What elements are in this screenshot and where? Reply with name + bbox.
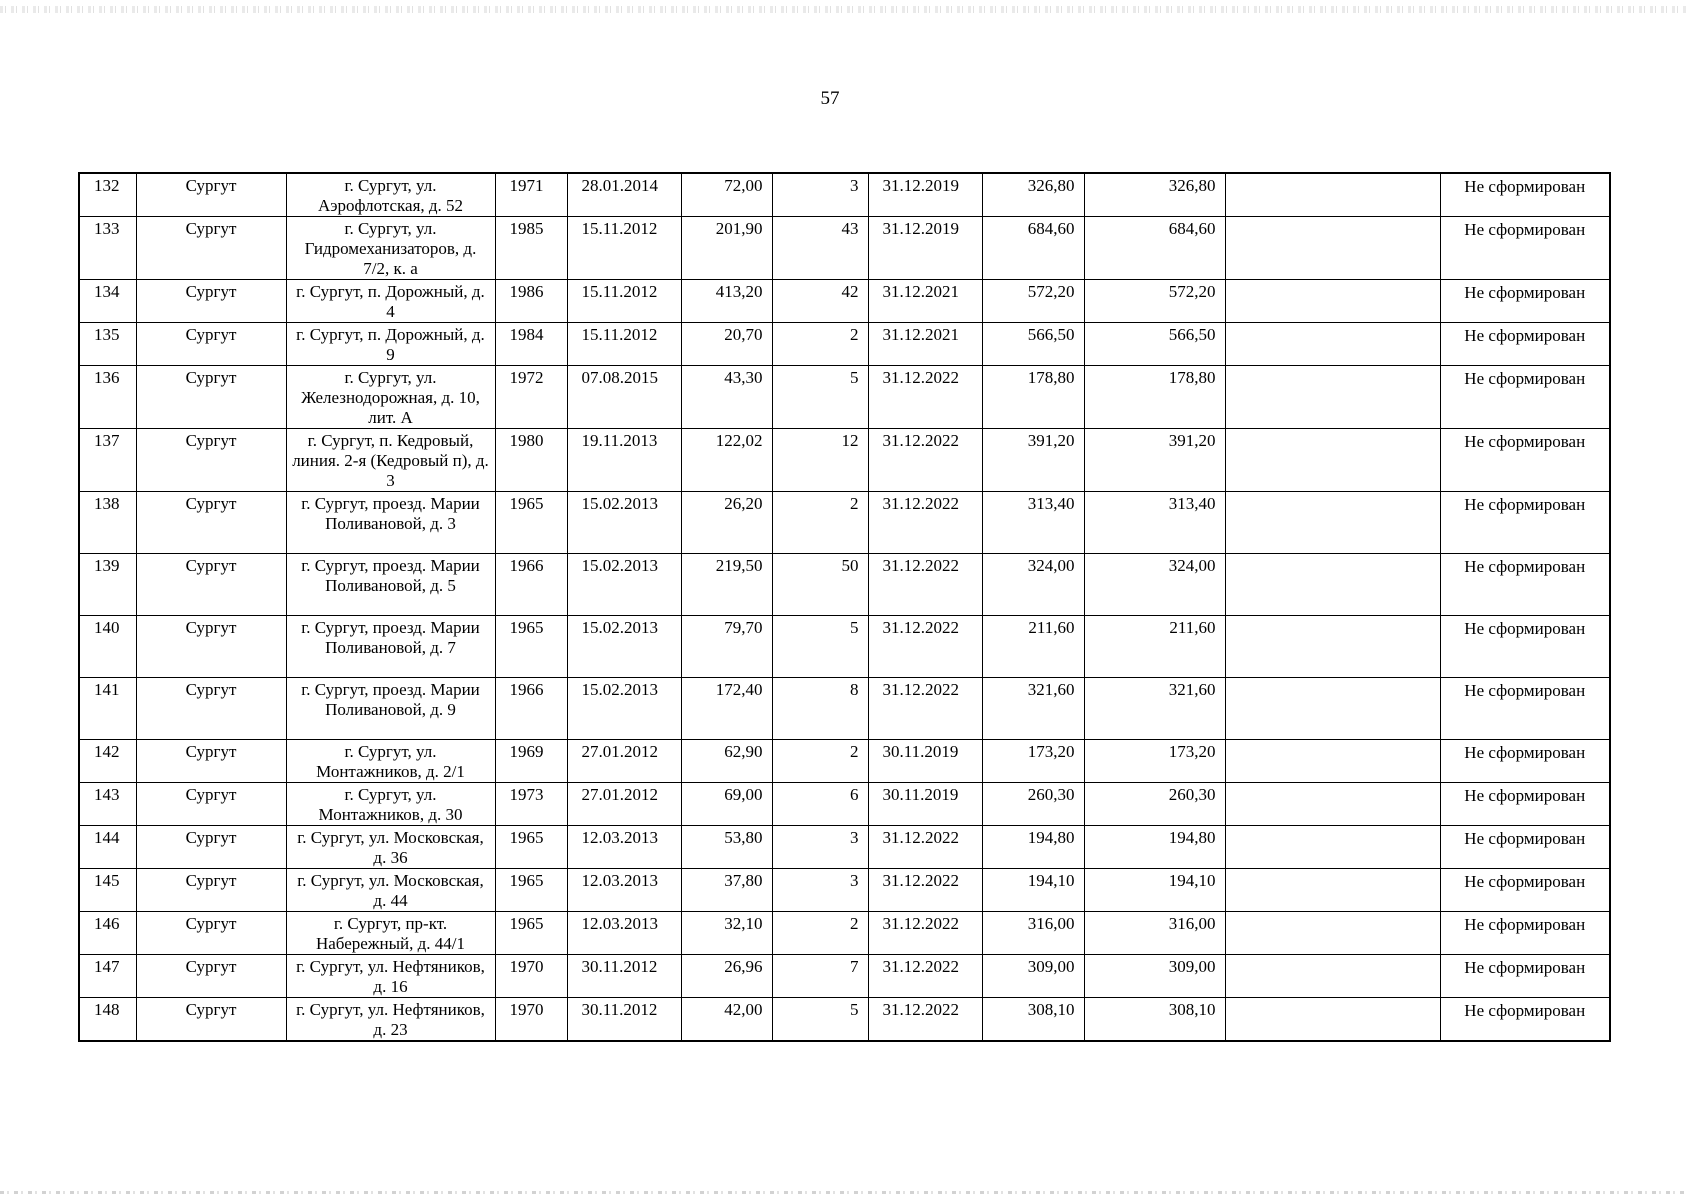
value-1-cell: 26,96 <box>681 955 772 998</box>
deadline-date-cell: 31.12.2022 <box>868 616 982 678</box>
deadline-date-cell: 31.12.2022 <box>868 429 982 492</box>
date-cell: 15.02.2013 <box>567 616 681 678</box>
date-cell: 15.02.2013 <box>567 554 681 616</box>
empty-cell <box>1225 323 1440 366</box>
table-row <box>79 554 1610 616</box>
value-3-cell: 316,00 <box>982 912 1084 955</box>
table-row <box>79 678 1610 740</box>
year-cell: 1965 <box>495 912 567 955</box>
value-1-cell: 20,70 <box>681 323 772 366</box>
status-cell: Не сформирован <box>1440 678 1610 740</box>
value-1-cell: 53,80 <box>681 826 772 869</box>
year-cell: 1966 <box>495 554 567 616</box>
status-cell: Не сформирован <box>1440 955 1610 998</box>
value-2-cell: 5 <box>772 998 868 1042</box>
city-cell: Сургут <box>136 826 286 869</box>
empty-cell <box>1225 280 1440 323</box>
empty-cell <box>1225 955 1440 998</box>
row-number-cell: 147 <box>79 955 136 998</box>
value-2-cell: 2 <box>772 492 868 554</box>
deadline-date-cell: 31.12.2021 <box>868 323 982 366</box>
year-cell: 1973 <box>495 783 567 826</box>
deadline-date-cell: 30.11.2019 <box>868 783 982 826</box>
value-1-cell: 42,00 <box>681 998 772 1042</box>
date-cell: 12.03.2013 <box>567 912 681 955</box>
date-cell: 28.01.2014 <box>567 173 681 217</box>
address-cell: г. Сургут, ул. Московская, д. 36 <box>286 826 495 869</box>
status-cell: Не сформирован <box>1440 616 1610 678</box>
value-4-cell: 211,60 <box>1084 616 1225 678</box>
year-cell: 1965 <box>495 826 567 869</box>
city-cell: Сургут <box>136 678 286 740</box>
date-cell: 27.01.2012 <box>567 740 681 783</box>
row-number-cell: 137 <box>79 429 136 492</box>
city-cell: Сургут <box>136 955 286 998</box>
deadline-date-cell: 31.12.2022 <box>868 998 982 1042</box>
year-cell: 1966 <box>495 678 567 740</box>
value-4-cell: 321,60 <box>1084 678 1225 740</box>
deadline-date-cell: 31.12.2022 <box>868 826 982 869</box>
year-cell: 1970 <box>495 998 567 1042</box>
deadline-date-cell: 31.12.2022 <box>868 955 982 998</box>
deadline-date-cell: 31.12.2019 <box>868 217 982 280</box>
value-2-cell: 2 <box>772 323 868 366</box>
deadline-date-cell: 31.12.2022 <box>868 554 982 616</box>
status-cell: Не сформирован <box>1440 429 1610 492</box>
address-cell: г. Сургут, проезд. Марии Поливановой, д. 3 <box>286 492 495 554</box>
status-cell: Не сформирован <box>1440 280 1610 323</box>
table-row <box>79 323 1610 366</box>
deadline-date-cell: 31.12.2022 <box>868 492 982 554</box>
value-4-cell: 260,30 <box>1084 783 1225 826</box>
city-cell: Сургут <box>136 912 286 955</box>
deadline-date-cell: 31.12.2022 <box>868 678 982 740</box>
value-3-cell: 178,80 <box>982 366 1084 429</box>
value-3-cell: 313,40 <box>982 492 1084 554</box>
status-cell: Не сформирован <box>1440 998 1610 1042</box>
deadline-date-cell: 31.12.2022 <box>868 366 982 429</box>
housing-table <box>78 172 1611 1042</box>
city-cell: Сургут <box>136 173 286 217</box>
value-4-cell: 178,80 <box>1084 366 1225 429</box>
empty-cell <box>1225 783 1440 826</box>
city-cell: Сургут <box>136 366 286 429</box>
value-4-cell: 194,80 <box>1084 826 1225 869</box>
address-cell: г. Сургут, ул. Гидромеханизаторов, д. 7/2, к. а <box>286 217 495 280</box>
empty-cell <box>1225 616 1440 678</box>
value-1-cell: 72,00 <box>681 173 772 217</box>
value-2-cell: 5 <box>772 366 868 429</box>
deadline-date-cell: 31.12.2019 <box>868 173 982 217</box>
year-cell: 1971 <box>495 173 567 217</box>
value-2-cell: 8 <box>772 678 868 740</box>
date-cell: 19.11.2013 <box>567 429 681 492</box>
year-cell: 1965 <box>495 492 567 554</box>
deadline-date-cell: 31.12.2021 <box>868 280 982 323</box>
value-2-cell: 5 <box>772 616 868 678</box>
empty-cell <box>1225 492 1440 554</box>
date-cell: 15.02.2013 <box>567 678 681 740</box>
value-4-cell: 572,20 <box>1084 280 1225 323</box>
empty-cell <box>1225 173 1440 217</box>
address-cell: г. Сургут, ул. Нефтяников, д. 16 <box>286 955 495 998</box>
value-2-cell: 2 <box>772 912 868 955</box>
date-cell: 27.01.2012 <box>567 783 681 826</box>
date-cell: 07.08.2015 <box>567 366 681 429</box>
table-row <box>79 280 1610 323</box>
year-cell: 1965 <box>495 616 567 678</box>
value-4-cell: 173,20 <box>1084 740 1225 783</box>
row-number-cell: 146 <box>79 912 136 955</box>
city-cell: Сургут <box>136 740 286 783</box>
year-cell: 1984 <box>495 323 567 366</box>
value-1-cell: 122,02 <box>681 429 772 492</box>
table-row <box>79 783 1610 826</box>
value-3-cell: 211,60 <box>982 616 1084 678</box>
value-2-cell: 3 <box>772 826 868 869</box>
year-cell: 1986 <box>495 280 567 323</box>
address-cell: г. Сургут, ул. Монтажников, д. 2/1 <box>286 740 495 783</box>
value-3-cell: 566,50 <box>982 323 1084 366</box>
row-number-cell: 142 <box>79 740 136 783</box>
city-cell: Сургут <box>136 998 286 1042</box>
address-cell: г. Сургут, ул. Монтажников, д. 30 <box>286 783 495 826</box>
status-cell: Не сформирован <box>1440 740 1610 783</box>
value-4-cell: 324,00 <box>1084 554 1225 616</box>
status-cell: Не сформирован <box>1440 366 1610 429</box>
date-cell: 15.11.2012 <box>567 280 681 323</box>
table-row <box>79 616 1610 678</box>
status-cell: Не сформирован <box>1440 869 1610 912</box>
empty-cell <box>1225 217 1440 280</box>
address-cell: г. Сургут, ул. Железнодорожная, д. 10, лит. А <box>286 366 495 429</box>
value-1-cell: 219,50 <box>681 554 772 616</box>
row-number-cell: 135 <box>79 323 136 366</box>
value-4-cell: 309,00 <box>1084 955 1225 998</box>
city-cell: Сургут <box>136 280 286 323</box>
empty-cell <box>1225 912 1440 955</box>
table-row <box>79 492 1610 554</box>
value-3-cell: 260,30 <box>982 783 1084 826</box>
city-cell: Сургут <box>136 217 286 280</box>
row-number-cell: 140 <box>79 616 136 678</box>
value-3-cell: 308,10 <box>982 998 1084 1042</box>
city-cell: Сургут <box>136 616 286 678</box>
value-2-cell: 7 <box>772 955 868 998</box>
date-cell: 12.03.2013 <box>567 826 681 869</box>
year-cell: 1980 <box>495 429 567 492</box>
status-cell: Не сформирован <box>1440 492 1610 554</box>
date-cell: 15.11.2012 <box>567 217 681 280</box>
date-cell: 15.02.2013 <box>567 492 681 554</box>
value-1-cell: 43,30 <box>681 366 772 429</box>
table-row <box>79 740 1610 783</box>
value-4-cell: 391,20 <box>1084 429 1225 492</box>
row-number-cell: 143 <box>79 783 136 826</box>
address-cell: г. Сургут, проезд. Марии Поливановой, д. 7 <box>286 616 495 678</box>
value-3-cell: 321,60 <box>982 678 1084 740</box>
empty-cell <box>1225 998 1440 1042</box>
address-cell: г. Сургут, ул. Аэрофлотская, д. 52 <box>286 173 495 217</box>
year-cell: 1985 <box>495 217 567 280</box>
status-cell: Не сформирован <box>1440 323 1610 366</box>
value-1-cell: 26,20 <box>681 492 772 554</box>
deadline-date-cell: 31.12.2022 <box>868 869 982 912</box>
value-1-cell: 172,40 <box>681 678 772 740</box>
city-cell: Сургут <box>136 554 286 616</box>
value-1-cell: 413,20 <box>681 280 772 323</box>
value-3-cell: 194,80 <box>982 826 1084 869</box>
empty-cell <box>1225 678 1440 740</box>
row-number-cell: 133 <box>79 217 136 280</box>
table-body <box>79 173 1610 1041</box>
city-cell: Сургут <box>136 492 286 554</box>
date-cell: 30.11.2012 <box>567 955 681 998</box>
table-row <box>79 217 1610 280</box>
status-cell: Не сформирован <box>1440 217 1610 280</box>
value-2-cell: 43 <box>772 217 868 280</box>
year-cell: 1965 <box>495 869 567 912</box>
year-cell: 1970 <box>495 955 567 998</box>
row-number-cell: 145 <box>79 869 136 912</box>
row-number-cell: 144 <box>79 826 136 869</box>
value-1-cell: 32,10 <box>681 912 772 955</box>
table-row <box>79 912 1610 955</box>
year-cell: 1969 <box>495 740 567 783</box>
value-2-cell: 3 <box>772 869 868 912</box>
city-cell: Сургут <box>136 323 286 366</box>
address-cell: г. Сургут, пр-кт. Набережный, д. 44/1 <box>286 912 495 955</box>
deadline-date-cell: 31.12.2022 <box>868 912 982 955</box>
empty-cell <box>1225 554 1440 616</box>
address-cell: г. Сургут, проезд. Марии Поливановой, д. 5 <box>286 554 495 616</box>
value-3-cell: 309,00 <box>982 955 1084 998</box>
value-4-cell: 308,10 <box>1084 998 1225 1042</box>
value-3-cell: 194,10 <box>982 869 1084 912</box>
value-3-cell: 572,20 <box>982 280 1084 323</box>
value-4-cell: 316,00 <box>1084 912 1225 955</box>
value-2-cell: 3 <box>772 173 868 217</box>
city-cell: Сургут <box>136 783 286 826</box>
deadline-date-cell: 30.11.2019 <box>868 740 982 783</box>
city-cell: Сургут <box>136 429 286 492</box>
address-cell: г. Сургут, проезд. Марии Поливановой, д. 9 <box>286 678 495 740</box>
value-2-cell: 2 <box>772 740 868 783</box>
status-cell: Не сформирован <box>1440 173 1610 217</box>
row-number-cell: 134 <box>79 280 136 323</box>
row-number-cell: 139 <box>79 554 136 616</box>
address-cell: г. Сургут, ул. Нефтяников, д. 23 <box>286 998 495 1042</box>
value-3-cell: 326,80 <box>982 173 1084 217</box>
empty-cell <box>1225 740 1440 783</box>
empty-cell <box>1225 826 1440 869</box>
status-cell: Не сформирован <box>1440 912 1610 955</box>
value-2-cell: 42 <box>772 280 868 323</box>
row-number-cell: 136 <box>79 366 136 429</box>
scan-edge-bottom <box>0 1191 1686 1194</box>
value-1-cell: 69,00 <box>681 783 772 826</box>
year-cell: 1972 <box>495 366 567 429</box>
empty-cell <box>1225 429 1440 492</box>
date-cell: 30.11.2012 <box>567 998 681 1042</box>
empty-cell <box>1225 869 1440 912</box>
value-4-cell: 684,60 <box>1084 217 1225 280</box>
value-4-cell: 566,50 <box>1084 323 1225 366</box>
status-cell: Не сформирован <box>1440 783 1610 826</box>
value-4-cell: 194,10 <box>1084 869 1225 912</box>
row-number-cell: 132 <box>79 173 136 217</box>
status-cell: Не сформирован <box>1440 826 1610 869</box>
table-row <box>79 955 1610 998</box>
table-row <box>79 998 1610 1042</box>
address-cell: г. Сургут, п. Кедровый, линия. 2-я (Кедровый п), д. 3 <box>286 429 495 492</box>
value-2-cell: 6 <box>772 783 868 826</box>
address-cell: г. Сургут, п. Дорожный, д. 9 <box>286 323 495 366</box>
row-number-cell: 138 <box>79 492 136 554</box>
city-cell: Сургут <box>136 869 286 912</box>
address-cell: г. Сургут, ул. Московская, д. 44 <box>286 869 495 912</box>
value-3-cell: 391,20 <box>982 429 1084 492</box>
value-3-cell: 173,20 <box>982 740 1084 783</box>
table-row <box>79 429 1610 492</box>
table-row <box>79 869 1610 912</box>
scan-edge-top <box>0 6 1686 13</box>
row-number-cell: 141 <box>79 678 136 740</box>
empty-cell <box>1225 366 1440 429</box>
table-row <box>79 173 1610 217</box>
value-2-cell: 50 <box>772 554 868 616</box>
value-1-cell: 79,70 <box>681 616 772 678</box>
value-4-cell: 326,80 <box>1084 173 1225 217</box>
date-cell: 12.03.2013 <box>567 869 681 912</box>
status-cell: Не сформирован <box>1440 554 1610 616</box>
row-number-cell: 148 <box>79 998 136 1042</box>
value-2-cell: 12 <box>772 429 868 492</box>
value-3-cell: 324,00 <box>982 554 1084 616</box>
value-4-cell: 313,40 <box>1084 492 1225 554</box>
table-row <box>79 826 1610 869</box>
value-1-cell: 62,90 <box>681 740 772 783</box>
page-number: 57 <box>820 88 840 109</box>
value-1-cell: 37,80 <box>681 869 772 912</box>
value-1-cell: 201,90 <box>681 217 772 280</box>
value-3-cell: 684,60 <box>982 217 1084 280</box>
date-cell: 15.11.2012 <box>567 323 681 366</box>
address-cell: г. Сургут, п. Дорожный, д. 4 <box>286 280 495 323</box>
table-row <box>79 366 1610 429</box>
